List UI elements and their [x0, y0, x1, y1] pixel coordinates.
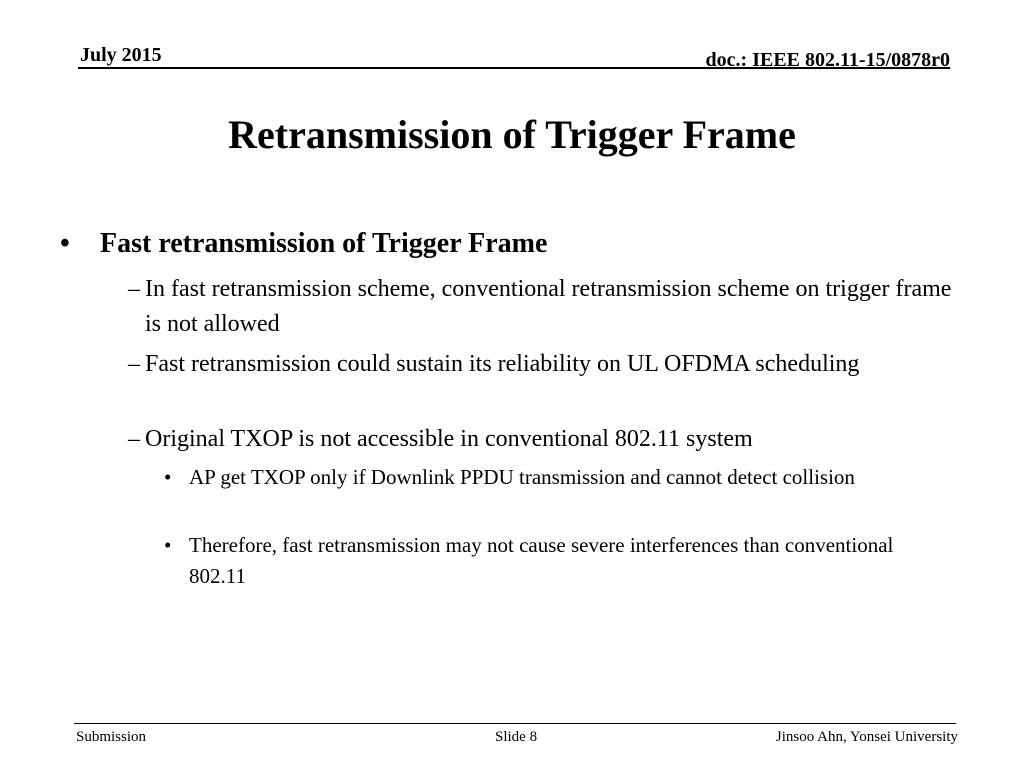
footer-slide-number: Slide 8	[495, 729, 538, 745]
list-item	[128, 347, 958, 382]
sub-bullet-marker: •	[164, 533, 172, 557]
footer-author: Jinsoo Ahn, Yonsei University	[775, 729, 958, 745]
sub-list-item	[164, 462, 934, 493]
sub-bullet-marker: •	[164, 465, 172, 489]
header-date: July 2015	[80, 44, 162, 66]
slide-title: Retransmission of Trigger Frame	[228, 112, 796, 157]
header-doc-id: doc.: IEEE 802.11-15/0878r0	[705, 49, 950, 71]
list-item	[128, 422, 958, 457]
header-divider	[78, 67, 950, 69]
footer-divider	[74, 723, 956, 724]
sub-list-item	[164, 530, 934, 592]
sub-list-item-text: Therefore, fast retransmission may not cause severe interferences than conventional 802.11	[189, 533, 894, 588]
list-item-text: Fast retransmission could sustain its reliability on UL OFDMA scheduling	[145, 351, 860, 377]
dash-marker: –	[128, 276, 140, 302]
list-item-text: In fast retransmission scheme, conventional retransmission scheme on trigger frame is not allowed	[145, 276, 952, 337]
main-bullet-text: Fast retransmission of Trigger Frame	[100, 228, 548, 259]
sub-list-item-text: AP get TXOP only if Downlink PPDU transmission and cannot detect collision	[189, 465, 855, 489]
footer-submission: Submission	[76, 729, 147, 745]
list-item-text: Original TXOP is not accessible in conventional 802.11 system	[145, 426, 753, 452]
bullet-marker: •	[60, 228, 70, 259]
list-item	[128, 272, 958, 342]
dash-marker: –	[128, 426, 140, 452]
dash-marker: –	[128, 351, 140, 377]
